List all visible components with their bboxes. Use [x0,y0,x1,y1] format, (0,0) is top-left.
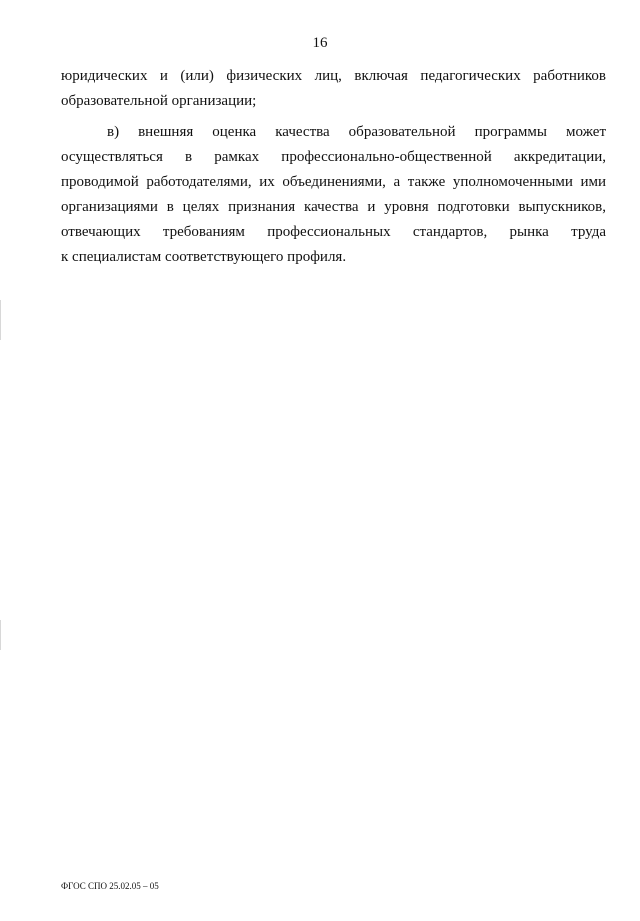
text-line: отвечающих требованиям профессиональных стандартов, рынка труда [61,224,606,240]
text-line: образовательной организации; [61,93,257,109]
text-line: организациями в целях признания качества и уровня подготовки выпускников, [61,199,606,215]
text-line: осуществляться в рамках профессионально-общественной аккредитации, [61,149,606,165]
page-number: 16 [312,35,328,51]
text-line: к специалистам соответствующего профиля. [61,249,347,265]
text-line: в) внешняя оценка качества образовательной программы может [107,124,606,140]
text-line: проводимой работодателями, их объединениями, а также уполномоченными ими [61,174,606,190]
document-footer-code: ФГОС СПО 25.02.05 – 05 [61,881,159,891]
paragraph-continuation [61,64,606,114]
text-line: юридических и (или) физических лиц, включая педагогических работников [61,68,606,84]
scan-edge-mark [0,300,1,340]
paragraph-external-assessment [61,120,606,270]
document-body [61,64,606,270]
scan-edge-mark [0,620,1,650]
